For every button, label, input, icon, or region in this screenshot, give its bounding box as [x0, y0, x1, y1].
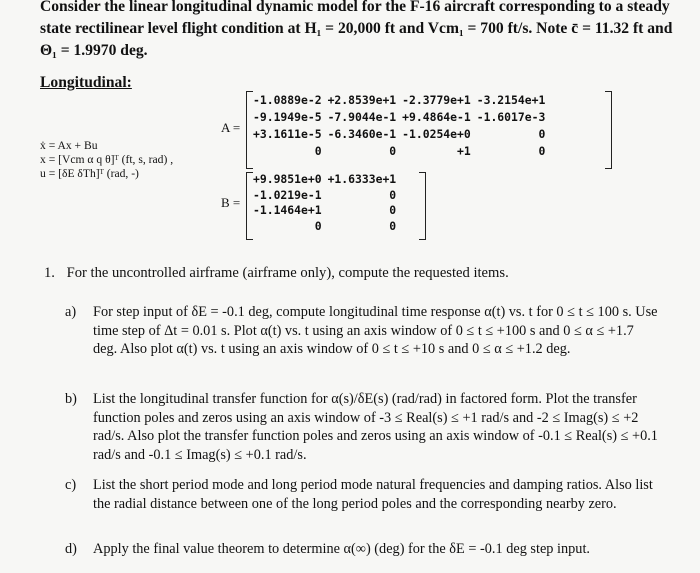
- sub-item-text: Apply the final value theorem to determine α(∞) (deg) for the δE = -0.1 deg step input.: [93, 541, 590, 557]
- matrix-b: [250, 172, 399, 234]
- matrix-a-row: [250, 109, 548, 126]
- sub-item-text: List the short period mode and long period mode natural frequencies and damping ratios. Also list the radial distance between one of the long period poles and the corresponding nearby zero.: [93, 477, 653, 512]
- problem-intro: [40, 0, 672, 62]
- matrix-b-cell: -1.1464e+1: [253, 203, 322, 217]
- matrix-b-right-bracket: [419, 172, 426, 240]
- matrix-b-cell: 0: [314, 218, 322, 233]
- input-vector: u = [δE δTh]ᵀ (rad, -): [40, 167, 139, 180]
- matrix-b-row: [250, 219, 399, 235]
- question-text: For the uncontrolled airframe (airframe only), compute the requested items.: [66, 265, 509, 281]
- matrix-a-row: [250, 143, 548, 160]
- matrix-b-row: [250, 188, 399, 204]
- matrix-a-cell: -6.3460e-1: [327, 127, 397, 141]
- matrix-a-cell: -1.0889e-2: [253, 93, 322, 107]
- sub-item-text: List the longitudinal transfer function for α(s)/δE(s) (rad/rad) in factored form. Plot the transfer function poles and zeros using an axis window of -3 ≤ Real(s) ≤ +1 rad/s and -2 ≤ Imag(s) ≤ +2 rad/s. Also plot the transfer function poles and zeros using an axis window of -0.1 ≤ Real(s) ≤ +0.1 rad/s and -0.1 ≤ Imag(s) ≤ +0.1 rad/s.: [93, 391, 658, 463]
- matrix-b-cell: +9.9851e+0: [253, 172, 322, 186]
- sub-item-label: d): [65, 541, 77, 557]
- matrix-a-cell: +3.1611e-5: [253, 127, 322, 141]
- matrix-a-cell: +9.4864e-1: [402, 110, 471, 124]
- matrix-b-cell: +1.6333e+1: [327, 172, 397, 186]
- matrix-a-cell: -7.9044e-1: [327, 110, 397, 124]
- state-vector: x = [Vcm α q θ]ᵀ (ft, s, rad) ,: [40, 153, 174, 166]
- sub-item-label: c): [65, 477, 77, 493]
- sub-item-label: b): [65, 391, 77, 407]
- matrix-a-right-bracket: [605, 91, 612, 169]
- section-heading: Longitudinal:: [40, 74, 132, 91]
- matrix-a-cell: +2.8539e+1: [327, 93, 397, 107]
- matrix-a-cell: 0: [538, 144, 546, 158]
- intro-line-2: state rectilinear level flight condition at H₁ = 20,000 ft and Vcm₁ = 700 ft/s. Note c̄ = 11.32 ft and: [40, 20, 673, 37]
- matrix-b-cell: -1.0219e-1: [253, 187, 322, 202]
- matrix-b-label: B =: [221, 195, 241, 210]
- matrix-a-cell: -9.1949e-5: [253, 110, 322, 124]
- sub-item-text: For step input of δE = -0.1 deg, compute longitudinal time response α(t) vs. t for 0 ≤ t ≤ 100 s. Use time step of Δt = 0.01 s. Plot α(t) vs. t using an axis window of 0 ≤ t ≤ +100 s and 0 ≤ α ≤ +1.7 deg. Also plot α(t) vs. t using an axis window of 0 ≤ t ≤ +10 s and 0 ≤ α ≤ +1.2 deg.: [93, 304, 658, 358]
- sub-item-label: a): [65, 304, 77, 320]
- matrix-a-cell: 0: [538, 127, 546, 141]
- matrix-b-cell: 0: [389, 203, 397, 217]
- intro-line-3: Θ₁ = 1.9970 deg.: [40, 42, 148, 59]
- state-equation: ẋ = Ax + Bu: [40, 139, 98, 152]
- matrix-a-label: A =: [221, 120, 241, 135]
- state-equations: [40, 139, 173, 181]
- matrix-b-cell: 0: [389, 187, 397, 202]
- question-number: 1.: [44, 265, 55, 281]
- matrix-a-cell: +1: [457, 144, 471, 158]
- matrix-a-row: [250, 92, 548, 109]
- matrix-b-cell: 0: [389, 218, 397, 233]
- question-1: [44, 265, 509, 282]
- matrix-b-row: [250, 172, 399, 188]
- matrix-a-cell: -3.2154e+1: [476, 93, 546, 107]
- matrix-a-cell: -2.3779e+1: [402, 93, 471, 107]
- matrix-a-cell: 0: [389, 144, 397, 158]
- matrix-a-row: [250, 126, 548, 143]
- matrix-a-cell: -1.6017e-3: [476, 110, 546, 124]
- matrix-a-cell: 0: [314, 144, 322, 158]
- intro-line-1: Consider the linear longitudinal dynamic model for the F-16 aircraft corresponding to a steady: [40, 0, 670, 15]
- matrix-b-row: [250, 203, 399, 219]
- matrix-a-cell: -1.0254e+0: [402, 127, 471, 141]
- matrix-a: [250, 92, 548, 160]
